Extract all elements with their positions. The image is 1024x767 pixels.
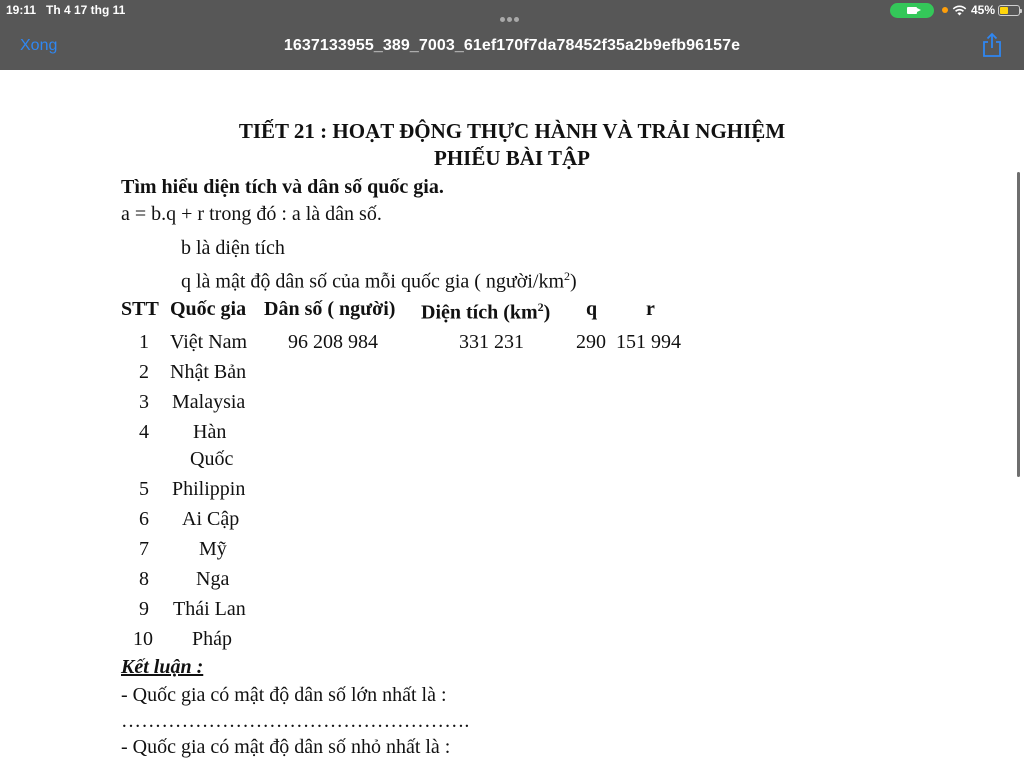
formula-line: a = b.q + r trong đó : a là dân số. <box>121 203 382 225</box>
row-stt: 5 <box>139 478 149 500</box>
row-country: Thái Lan <box>173 598 246 620</box>
row-country: Nhật Bản <box>170 361 247 383</box>
status-date: Th 4 17 thg 11 <box>46 3 126 17</box>
share-icon[interactable] <box>980 32 1004 58</box>
header-population: Dân số ( người) <box>264 298 396 320</box>
row-r: 151 994 <box>616 331 681 353</box>
formula-q: q là mật độ dân số của mỗi quốc gia ( người/$km^2$) <box>181 269 577 293</box>
worksheet-subtitle: PHIẾU BÀI TẬP <box>434 146 590 170</box>
answer-blank: ……………………………………………. <box>121 710 470 732</box>
done-button[interactable]: Xong <box>20 37 58 54</box>
row-country: Malaysia <box>172 391 246 413</box>
row-country-line2: Quốc <box>190 448 234 470</box>
multitasking-grabber[interactable] <box>500 9 524 15</box>
row-country: Philippin <box>172 478 246 500</box>
row-stt: 7 <box>139 538 149 560</box>
row-stt: 10 <box>133 628 153 650</box>
battery-level <box>1000 7 1008 14</box>
row-area: 331 231 <box>459 331 524 353</box>
header-q: q <box>586 298 598 320</box>
battery-icon <box>998 5 1020 16</box>
header-r: r <box>646 298 655 320</box>
row-country: Việt Nam <box>170 331 248 353</box>
row-stt: 9 <box>139 598 149 620</box>
row-stt: 6 <box>139 508 149 530</box>
row-stt: 1 <box>139 331 149 353</box>
row-q: 290 <box>576 331 606 353</box>
camera-in-use-icon[interactable] <box>890 3 934 18</box>
header-country: Quốc gia <box>170 298 247 320</box>
row-stt: 2 <box>139 361 149 383</box>
conclusion-smallest: - Quốc gia có mật độ dân số nhỏ nhất là : <box>121 736 451 758</box>
top-chrome <box>0 0 1024 70</box>
row-stt: 3 <box>139 391 149 413</box>
document-view[interactable] <box>0 70 1024 767</box>
wifi-icon <box>952 5 967 16</box>
row-country: Pháp <box>192 628 232 650</box>
document-title: 1637133955_389_7003_61ef170f7da78452f35a2b9efb96157e <box>283 37 741 54</box>
row-country: Nga <box>196 568 230 590</box>
row-country: Ai Cập <box>182 508 240 530</box>
conclusion-heading: Kết luận : <box>121 656 204 678</box>
row-country: Mỹ <box>199 538 227 560</box>
mic-indicator-icon <box>942 7 948 13</box>
conclusion-largest: - Quốc gia có mật độ dân số lớn nhất là : <box>121 684 447 706</box>
battery-percent: 45% <box>970 3 995 17</box>
row-population: 96 208 984 <box>288 331 378 353</box>
worksheet-title: TIẾT 21 : HOẠT ĐỘNG THỰC HÀNH VÀ TRẢI NGHIỆM <box>238 119 786 143</box>
status-time: 19:11 <box>6 3 37 17</box>
row-country: Hàn <box>193 421 227 443</box>
header-area: Diện tích $(km^2)$ <box>421 300 551 324</box>
row-stt: 8 <box>139 568 149 590</box>
status-indicators <box>890 2 1020 18</box>
header-stt: STT <box>121 298 159 320</box>
scroll-indicator[interactable] <box>1017 172 1020 477</box>
task-heading: Tìm hiểu diện tích và dân số quốc gia. <box>121 176 444 198</box>
row-stt: 4 <box>139 421 149 443</box>
formula-b: b là diện tích <box>181 237 285 259</box>
